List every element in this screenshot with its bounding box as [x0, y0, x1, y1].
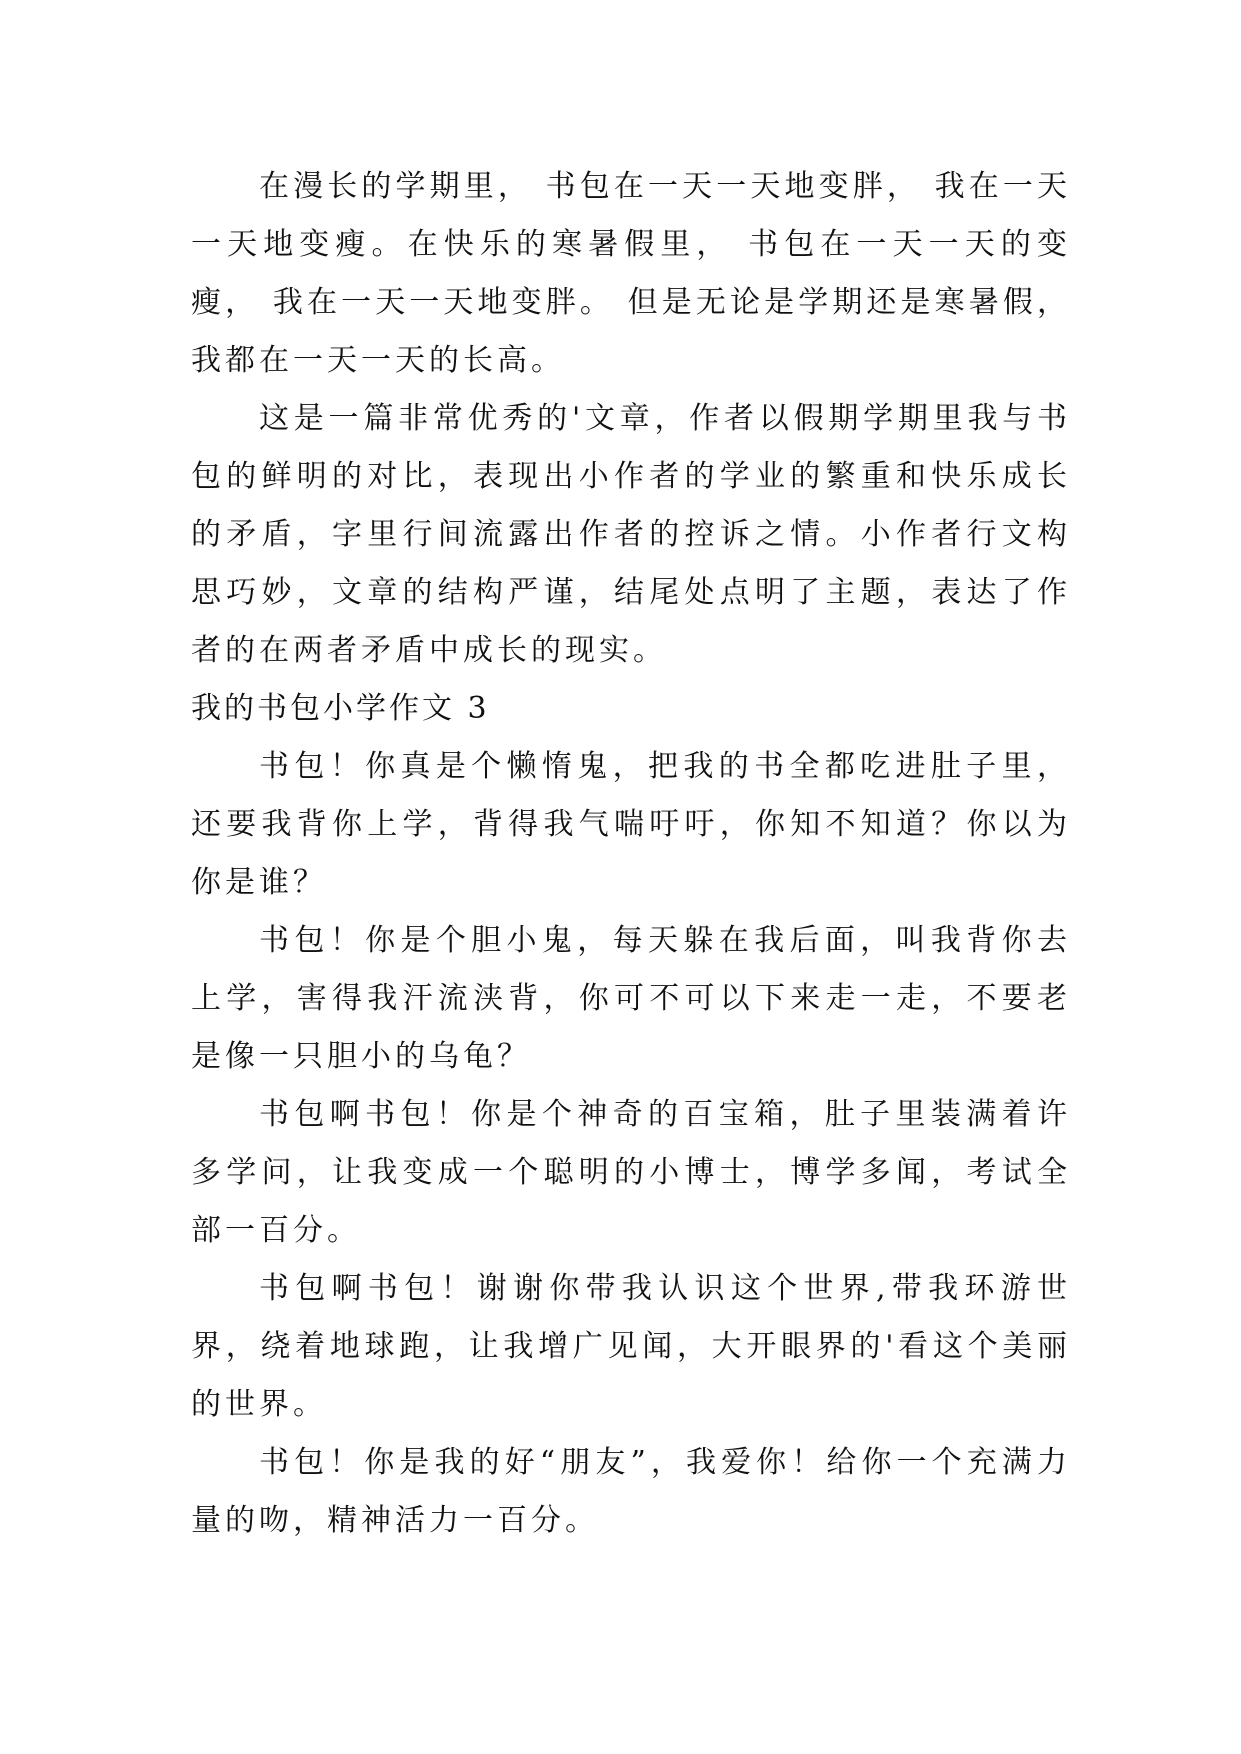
paragraph: 书包！你是我的好“朋友”，我爱你！给你一个充满力量的吻，精神活力一百分。	[191, 1445, 1071, 1538]
paragraph: 书包啊书包！谢谢你带我认识这个世界,带我环游世界，绕着地球跑，让我增广见闻，大开眼界的'看这个美丽的世界。	[191, 1271, 1071, 1422]
paragraph: 这是一篇非常优秀的'文章，作者以假期学期里我与书包的鲜明的对比，表现出小作者的学业的繁重和快乐成长的矛盾，字里行间流露出作者的控诉之情。小作者行文构思巧妙，文章的结构严谨，结尾处点明了主题，表达了作者的在两者矛盾中成长的现实。	[191, 401, 1071, 668]
paragraph: 书包！你真是个懒惰鬼，把我的书全都吃进肚子里，还要我背你上学，背得我气喘吁吁，你知不知道？你以为你是谁？	[191, 749, 1071, 900]
paragraph: 书包！你是个胆小鬼，每天躲在我后面，叫我背你去上学，害得我汗流浃背，你可不可以下来走一走，不要老是像一只胆小的乌龟？	[191, 923, 1071, 1074]
paragraph: 在漫长的学期里， 书包在一天一天地变胖， 我在一天一天地变瘦。在快乐的寒暑假里， 书包在一天一天的变瘦， 我在一天一天地变胖。 但是无论是学期还是寒暑假，我都在一天一天的长高。	[191, 169, 1071, 378]
paragraph: 书包啊书包！你是个神奇的百宝箱，肚子里装满着许多学问，让我变成一个聪明的小博士，博学多闻，考试全部一百分。	[191, 1097, 1071, 1248]
document-body	[191, 158, 1071, 1550]
section-title: 我的书包小学作文 3	[191, 691, 490, 726]
